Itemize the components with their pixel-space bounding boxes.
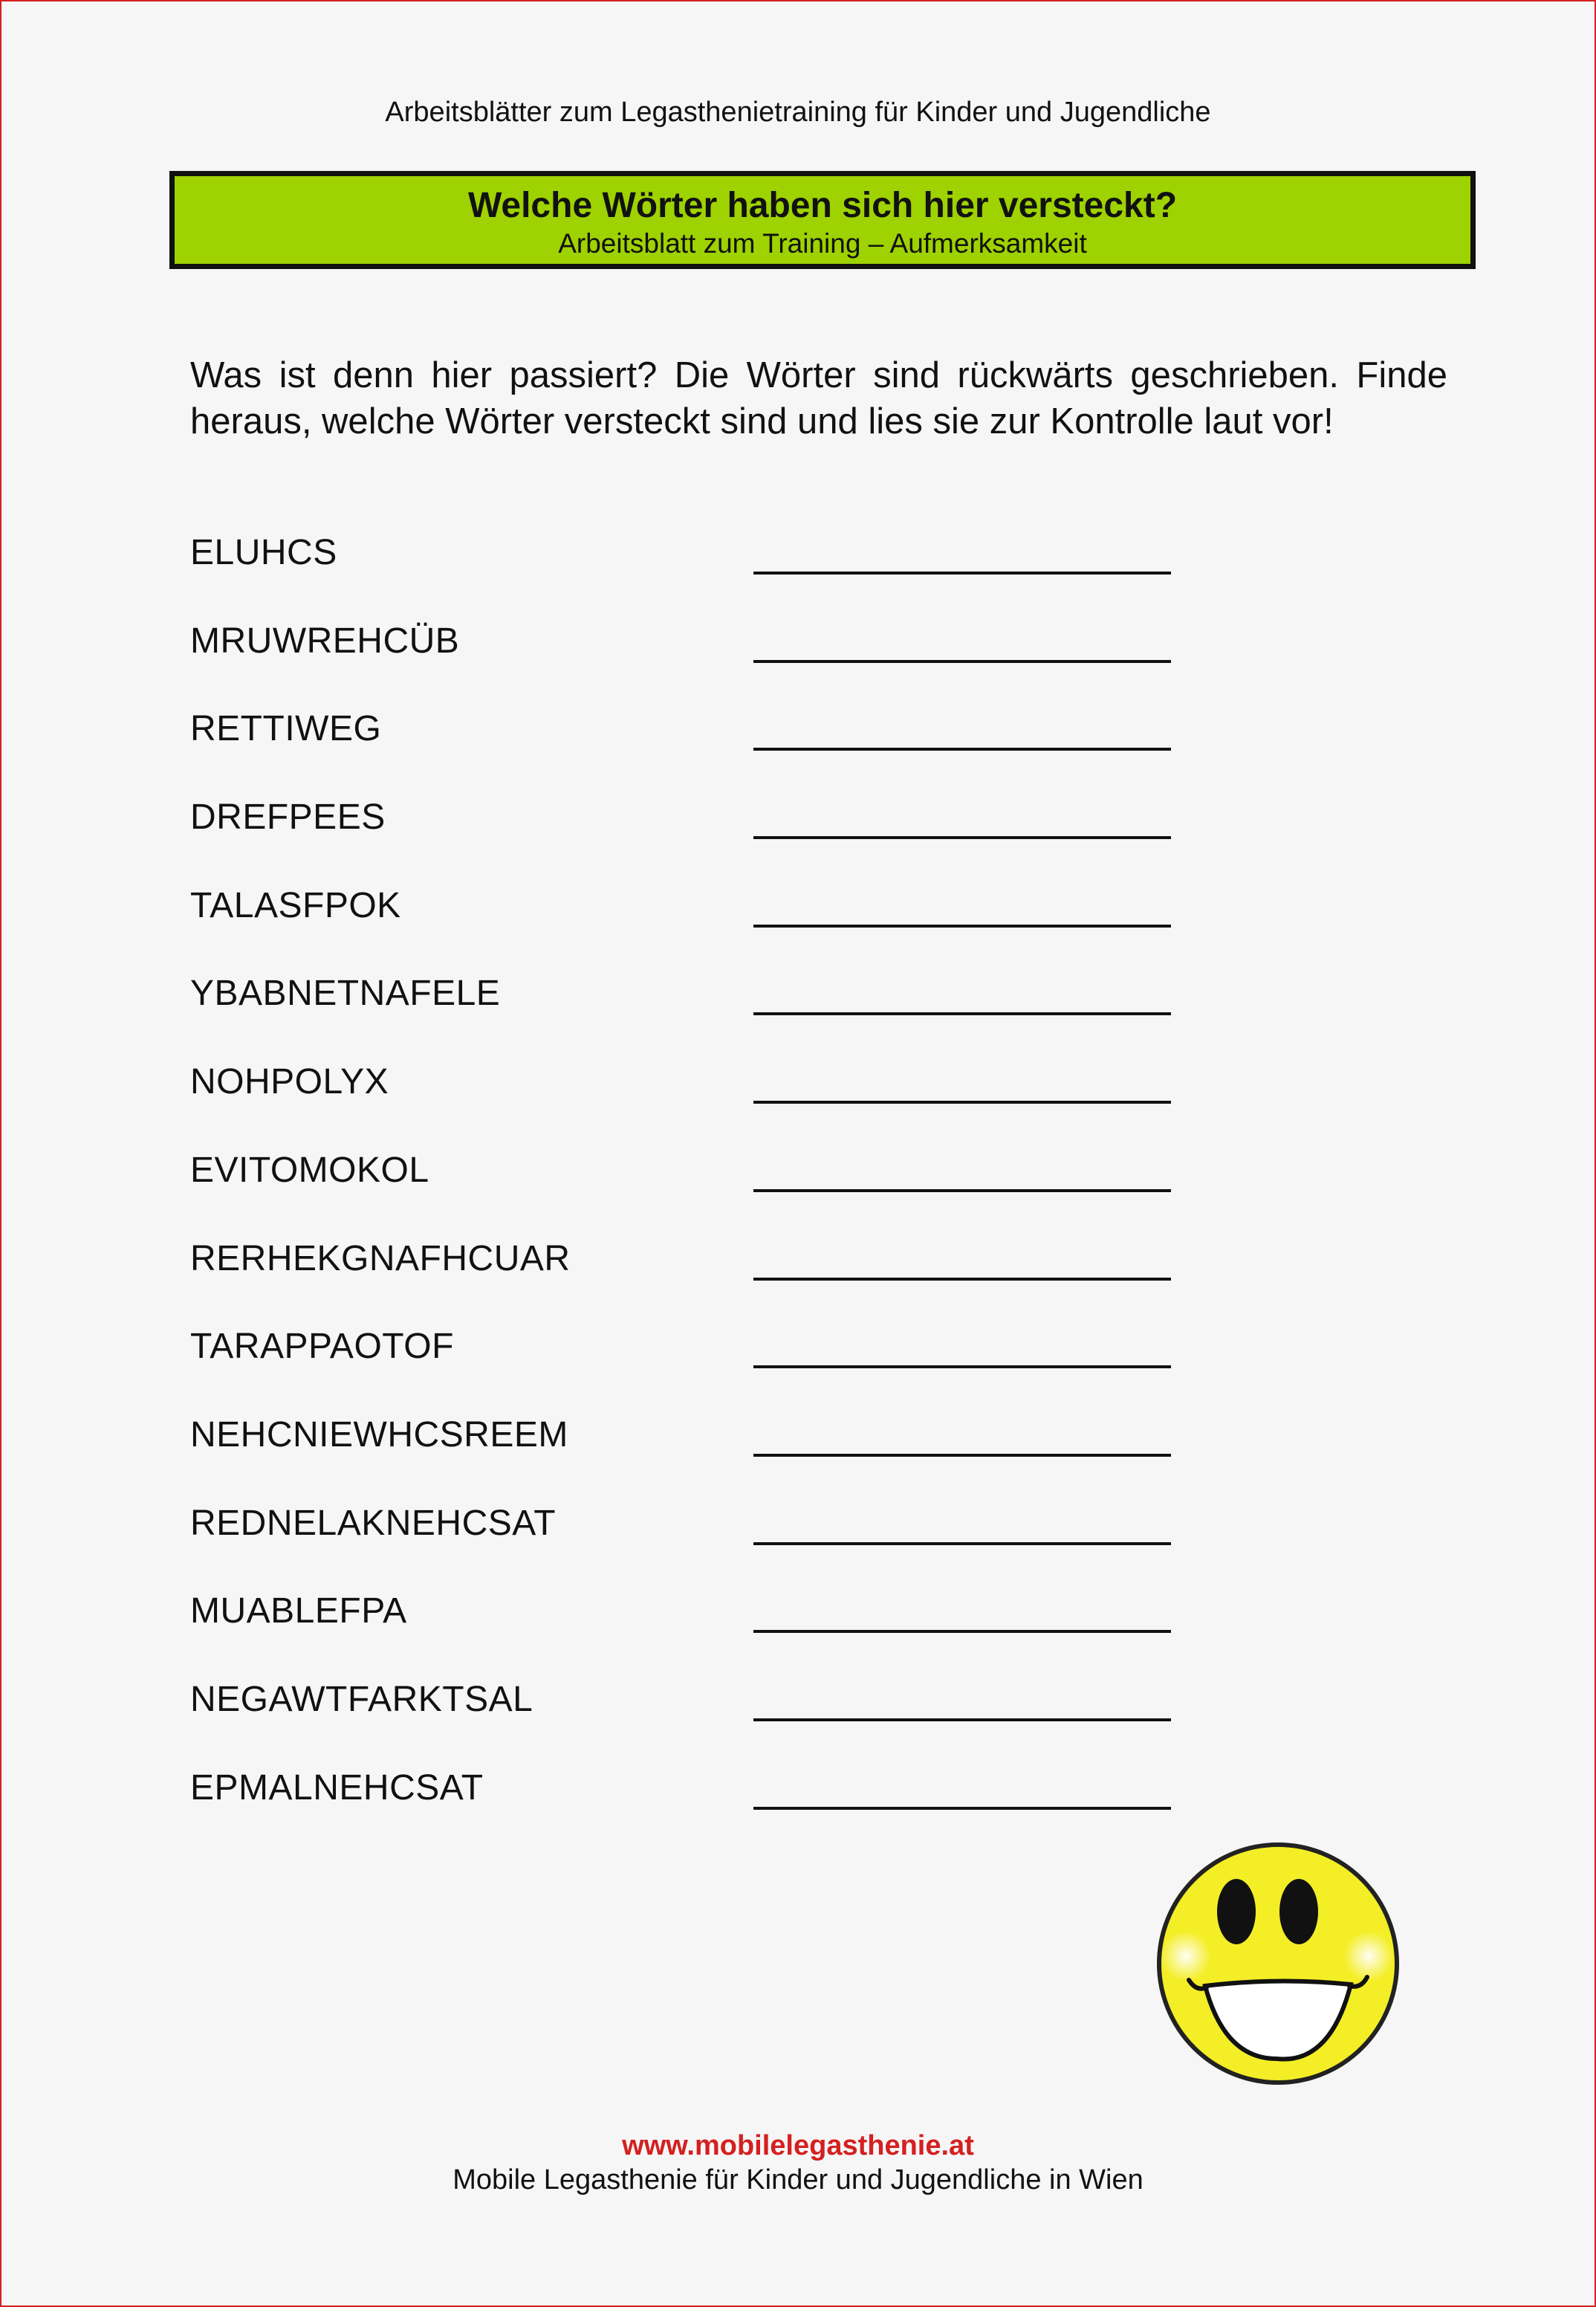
- answer-line[interactable]: [753, 1542, 1171, 1545]
- reversed-word: TARAPPAOTOF: [190, 1327, 454, 1367]
- word-row: [190, 619, 1230, 708]
- instructions-text: Was ist denn hier passiert? Die Wörter sind rückwärts geschrieben. Finde heraus, welche Wörter versteckt sind und lies sie zur Kontrolle laut vor!: [190, 355, 1447, 441]
- reversed-word: EPMALNEHCSAT: [190, 1767, 484, 1808]
- reversed-word: MRUWREHCÜB: [190, 621, 460, 661]
- answer-line[interactable]: [753, 1630, 1171, 1633]
- word-list: [190, 531, 1230, 1854]
- answer-line[interactable]: [753, 1718, 1171, 1721]
- answer-line[interactable]: [753, 1807, 1171, 1810]
- reversed-word: YBABNETNAFELE: [190, 974, 501, 1014]
- answer-line[interactable]: [753, 1012, 1171, 1015]
- reversed-word: NOHPOLYX: [190, 1062, 389, 1102]
- word-row: [190, 1589, 1230, 1677]
- answer-line[interactable]: [753, 1278, 1171, 1281]
- reversed-word: ELUHCS: [190, 533, 337, 572]
- right-eye: [1279, 1879, 1318, 1944]
- title-box: [169, 171, 1476, 269]
- page-header-text: Arbeitsblätter zum Legasthenietraining für Kinder und Jugendliche: [385, 97, 1211, 128]
- word-row: [190, 1148, 1230, 1237]
- reversed-word: REDNELAKNEHCSAT: [190, 1503, 557, 1543]
- worksheet-subtitle: Arbeitsblatt zum Training – Aufmerksamkeit: [558, 227, 1087, 259]
- word-row: [190, 884, 1230, 972]
- footer-url-link[interactable]: www.mobilelegasthenie.at: [622, 2130, 974, 2161]
- reversed-word: RERHEKGNAFHCUAR: [190, 1238, 571, 1278]
- word-row: [190, 795, 1230, 884]
- reversed-word: TALASFPOK: [190, 885, 401, 925]
- left-eye: [1217, 1879, 1256, 1944]
- word-row: [190, 707, 1230, 795]
- footer-text: Mobile Legasthenie für Kinder und Jugendliche in Wien: [452, 2164, 1144, 2196]
- worksheet-title: Welche Wörter haben sich hier versteckt?: [467, 186, 1178, 225]
- answer-line[interactable]: [753, 572, 1171, 575]
- smiley-face-icon: [1153, 1839, 1403, 2088]
- reversed-word: RETTIWEG: [190, 709, 382, 749]
- answer-line[interactable]: [753, 1189, 1171, 1192]
- reversed-word: DREFPEES: [190, 797, 386, 838]
- answer-line[interactable]: [753, 1365, 1171, 1368]
- word-row: [190, 1324, 1230, 1413]
- word-row: [190, 1501, 1230, 1590]
- word-row: [190, 1413, 1230, 1501]
- reversed-word: NEGAWTFARKTSAL: [190, 1679, 533, 1719]
- answer-line[interactable]: [753, 660, 1171, 663]
- answer-line[interactable]: [753, 748, 1171, 751]
- left-cheek: [1161, 1931, 1211, 1981]
- reversed-word: MUABLEFPA: [190, 1591, 407, 1631]
- reversed-word: NEHCNIEWHCSREEM: [190, 1414, 568, 1455]
- word-row: [190, 1677, 1230, 1766]
- word-row: [190, 971, 1230, 1060]
- word-row: [190, 1060, 1230, 1148]
- right-cheek: [1343, 1931, 1394, 1981]
- answer-line[interactable]: [753, 836, 1171, 839]
- answer-line[interactable]: [753, 1454, 1171, 1457]
- word-row: [190, 1766, 1230, 1854]
- word-row: [190, 531, 1230, 619]
- answer-line[interactable]: [753, 1101, 1171, 1104]
- reversed-word: EVITOMOKOL: [190, 1150, 429, 1190]
- answer-line[interactable]: [753, 925, 1171, 928]
- word-row: [190, 1237, 1230, 1325]
